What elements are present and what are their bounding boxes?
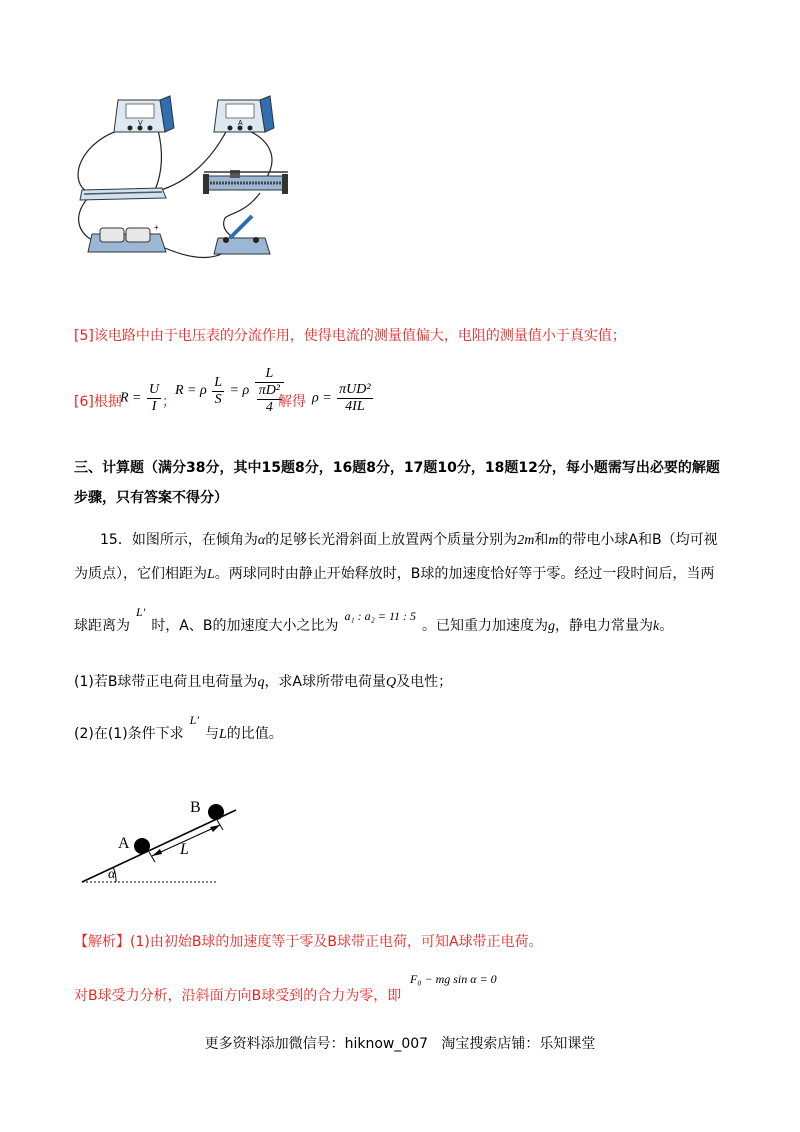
analysis-line1: 【解析】(1)由初始B球的加速度等于零及B球带正电荷，可知A球带正电荷。 <box>74 934 543 950</box>
formula-resistivity: R = ρ $\frac{L}{S}$ = ρ $\frac{L}{\frac{\text{πD²}}{4}}$ <box>175 366 286 416</box>
resistor-wire-icon <box>80 188 166 200</box>
voltmeter-icon <box>114 96 174 132</box>
incline-figure <box>76 792 256 888</box>
section-title-line2: 步骤，只有答案不得分） <box>74 490 228 506</box>
battery-icon <box>88 223 166 252</box>
ball-b-label: B <box>190 799 201 816</box>
rheostat-icon <box>203 170 288 194</box>
note-6-sep: ； <box>162 394 176 410</box>
formula-ohm: R = $\frac{U}{I}$ <box>120 382 160 414</box>
switch-icon <box>214 216 270 254</box>
note-6-mid: 解得 <box>278 394 306 410</box>
analysis-equation: F₀ − mg sin α = 0 <box>410 972 497 986</box>
q15-sub2: (2)在(1)条件下求L′与L的比值。 <box>74 713 283 742</box>
footer: 更多资料添加微信号：hiknow_007 淘宝搜索店铺：乐知课堂 <box>204 1036 596 1052</box>
q15-line3: 球距离为L′时，A、B的加速度大小之比为a₁ : a₂ = 11 : 5。已知重力加速度为g，静电力常量为k。 <box>74 605 674 634</box>
q15-sub1: (1)若B球带正电荷且电荷量为q，求A球所带电荷量Q及电性； <box>74 674 453 690</box>
note-6-prefix: [6]根据 <box>74 394 122 410</box>
battery-plus-label: + <box>154 223 159 232</box>
ammeter-icon <box>214 96 274 132</box>
section-title-line1: 三、计算题（满分38分，其中15题8分，16题8分，17题10分，18题12分，每小题需写出必要的解题 <box>74 460 720 476</box>
formula-rho-result: ρ = $\frac{\text{πUD²}}{4IL}$ <box>312 382 371 414</box>
ammeter-label: A <box>238 120 243 127</box>
note-5: [5]该电路中由于电压表的分流作用，使得电流的测量值偏大，电阻的测量值小于真实值； <box>74 328 626 344</box>
analysis-line2: 对B球受力分析，沿斜面方向B球受到的合力为零，即 <box>74 988 402 1004</box>
voltmeter-label: V <box>138 120 143 127</box>
q15-line2: 为质点），它们相距为L。两球同时由静止开始释放时，B球的加速度恰好等于零。经过一段时间后，当两 <box>74 566 715 582</box>
circuit-diagram <box>70 88 300 268</box>
alpha-label: α <box>108 867 116 882</box>
ball-b <box>208 804 224 820</box>
ball-a <box>134 838 150 854</box>
ball-a-label: A <box>118 835 130 852</box>
q15-line1: 15．如图所示，在倾角为α的足够长光滑斜面上放置两个质量分别为2m和m的带电小球A和B（均可视 <box>100 532 718 548</box>
distance-label: L <box>180 841 189 858</box>
